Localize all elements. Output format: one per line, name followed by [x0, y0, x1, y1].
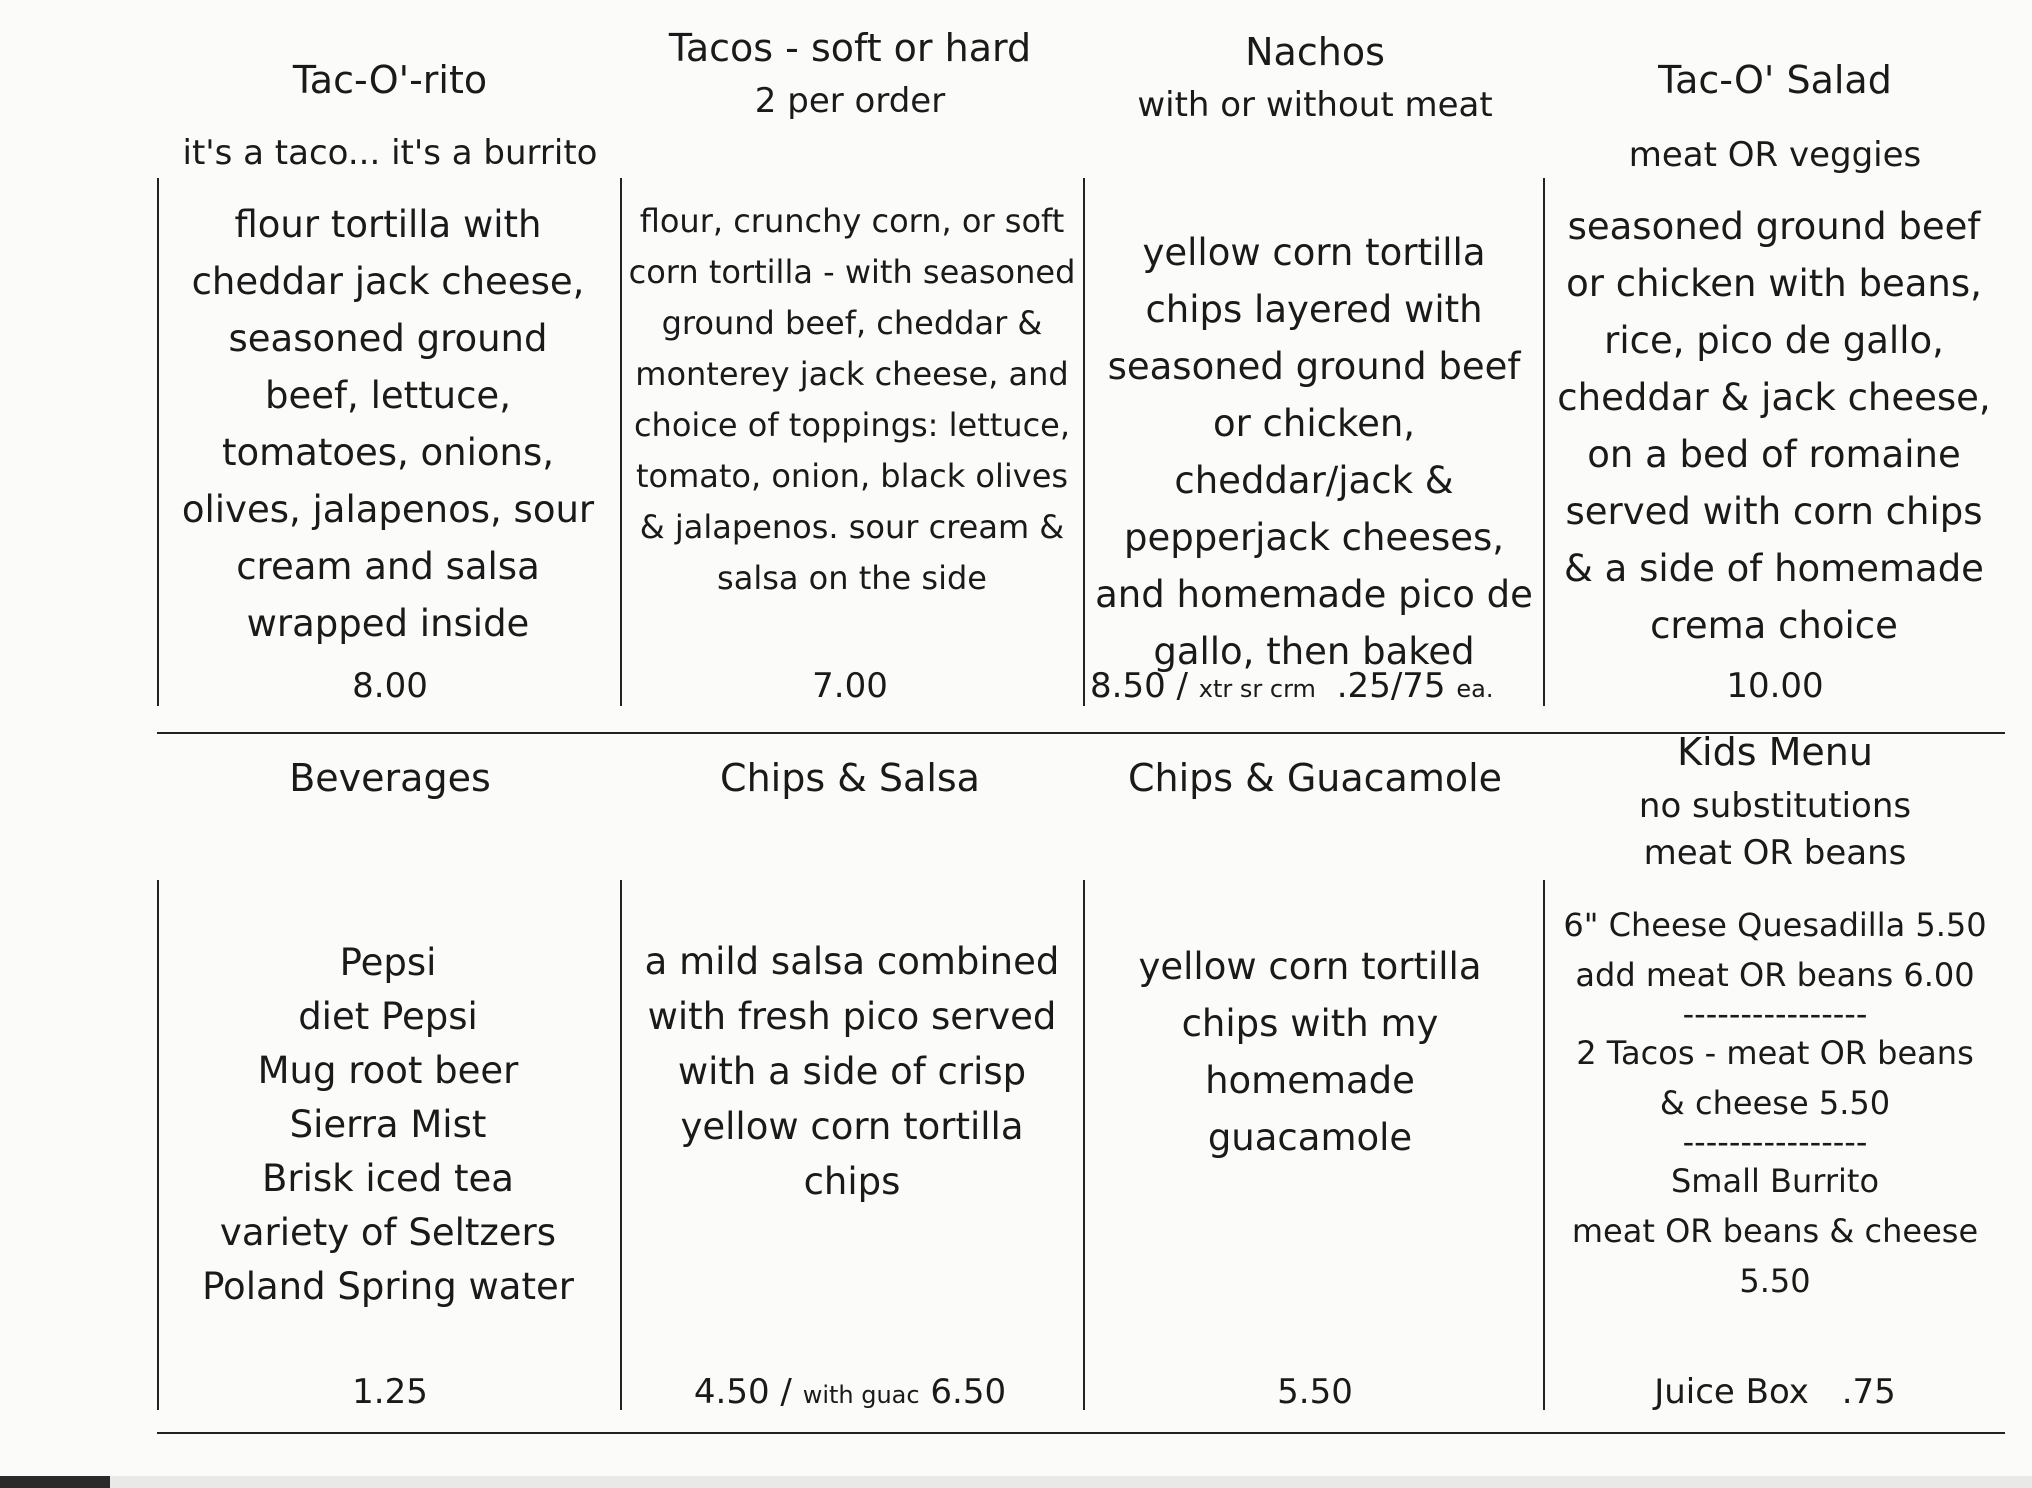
beverages-list — [178, 936, 598, 1314]
chips-guac-price: 5.50 — [1277, 1372, 1353, 1412]
row2-divider-2 — [620, 880, 622, 1410]
tacos-description: flour, crunchy corn, or soft corn tortilla - with seasoned ground beef, cheddar & monterey jack cheese, and choice of toppings: lettuce, tomato, onion, black olives & jalapenos. sour cream & salsa on the side — [628, 202, 1076, 597]
beverage-item: variety of Seltzers — [219, 1211, 557, 1254]
beverages-title: Beverages — [289, 756, 491, 800]
chips-salsa-extra-price: 6.50 — [930, 1372, 1007, 1412]
nachos-description: yellow corn tortilla chips layered with seasoned ground beef or chicken, cheddar/jack & pepperjack cheeses, and homemade pico de gallo, then baked — [1095, 231, 1533, 673]
chips-salsa-extra-label: with guac — [802, 1381, 920, 1409]
kids-line: Small Burrito — [1670, 1162, 1880, 1200]
beverage-item: Brisk iced tea — [262, 1157, 514, 1200]
taco-salad-title: Tac-O' Salad — [1658, 58, 1892, 102]
row1-divider-3 — [1083, 178, 1085, 706]
bottom-border — [157, 1432, 2005, 1434]
nachos-extra-label: xtr sr crm — [1198, 675, 1316, 703]
nachos-header — [1085, 26, 1545, 130]
kids-line: add meat OR beans 6.00 — [1575, 956, 1975, 994]
tac-o-rito-price: 8.00 — [352, 666, 428, 706]
taco-salad-subtitle: meat OR veggies — [1628, 135, 1922, 175]
beverage-item: Pepsi — [339, 941, 437, 984]
tacos-title: Tacos - soft or hard — [668, 26, 1032, 70]
nachos-subtitle: with or without meat — [1137, 85, 1493, 125]
chips-salsa-price-value: 4.50 — [693, 1372, 770, 1412]
beverage-item: Sierra Mist — [289, 1103, 487, 1146]
kids-line: 2 Tacos - meat OR beans — [1576, 1034, 1974, 1072]
row2-divider-1 — [157, 880, 159, 1410]
juice-box-price: .75 — [1841, 1372, 1896, 1412]
beverages-price: 1.25 — [352, 1372, 428, 1412]
kids-menu-subtitle-1: no substitutions — [1638, 786, 1912, 826]
tacos-price: 7.00 — [812, 666, 888, 706]
nachos-price-value: 8.50 — [1090, 666, 1166, 706]
chips-guac-title: Chips & Guacamole — [1127, 756, 1503, 800]
row1-divider-1 — [157, 178, 159, 706]
nachos-price — [1090, 664, 1540, 711]
beverage-item: Mug root beer — [257, 1049, 519, 1092]
kids-menu-list — [1550, 900, 2000, 1306]
beverage-item: Poland Spring water — [202, 1265, 574, 1308]
kids-menu-header — [1545, 726, 2005, 872]
chips-salsa-header — [620, 752, 1080, 804]
juice-box-label: Juice Box — [1654, 1372, 1809, 1412]
beverage-item: diet Pepsi — [298, 995, 478, 1038]
kids-menu-subtitle-2: meat OR beans — [1643, 833, 1907, 873]
scan-edge — [110, 1476, 2032, 1488]
nachos-price-separator: / — [1176, 666, 1188, 706]
nachos-extra-price: .25/75 — [1336, 666, 1446, 706]
kids-menu-title: Kids Menu — [1677, 730, 1873, 774]
tacos-header — [620, 22, 1080, 126]
chips-salsa-title: Chips & Salsa — [720, 756, 980, 800]
kids-line: 5.50 — [1739, 1262, 1811, 1300]
taco-salad-price: 10.00 — [1726, 666, 1824, 706]
row2-divider-3 — [1083, 880, 1085, 1410]
tac-o-rito-description: flour tortilla with cheddar jack cheese, seasoned ground beef, lettuce, tomatoes, onions, olives, jalapenos, sour cream and salsa wrapped inside — [181, 203, 595, 645]
chips-salsa-description: a mild salsa combined with fresh pico served with a side of crisp yellow corn tortilla chips — [644, 940, 1060, 1203]
row1-divider-4 — [1543, 178, 1545, 706]
scan-corner — [0, 1476, 110, 1488]
kids-line: meat OR beans & cheese — [1571, 1212, 1979, 1250]
kids-divider: ---------------- — [1682, 1123, 1868, 1161]
taco-salad-description: seasoned ground beef or chicken with beans, rice, pico de gallo, cheddar & jack cheese, on a bed of romaine served with corn chips & a side of homemade crema choice — [1557, 205, 1991, 647]
taco-salad-header — [1545, 54, 2005, 180]
chips-salsa-price-separator: / — [780, 1372, 792, 1412]
row2-divider-4 — [1543, 880, 1545, 1410]
chips-guac-description: yellow corn tortilla chips with my homemade guacamole — [1138, 945, 1482, 1159]
kids-divider: ---------------- — [1682, 995, 1868, 1033]
tacos-subtitle: 2 per order — [754, 81, 946, 121]
kids-line: & cheese 5.50 — [1659, 1084, 1891, 1122]
beverages-header — [160, 752, 620, 804]
kids-line: 6" Cheese Quesadilla 5.50 — [1563, 906, 1987, 944]
nachos-extra-unit: ea. — [1456, 675, 1494, 703]
row1-divider-2 — [620, 178, 622, 706]
chips-guac-header — [1085, 752, 1545, 804]
tac-o-rito-header — [160, 54, 620, 178]
chips-salsa-price — [620, 1370, 1080, 1417]
tac-o-rito-subtitle: it's a taco... it's a burrito — [182, 133, 598, 173]
tac-o-rito-title: Tac-O'-rito — [292, 58, 488, 102]
juice-box — [1545, 1370, 2005, 1414]
nachos-title: Nachos — [1245, 30, 1385, 74]
